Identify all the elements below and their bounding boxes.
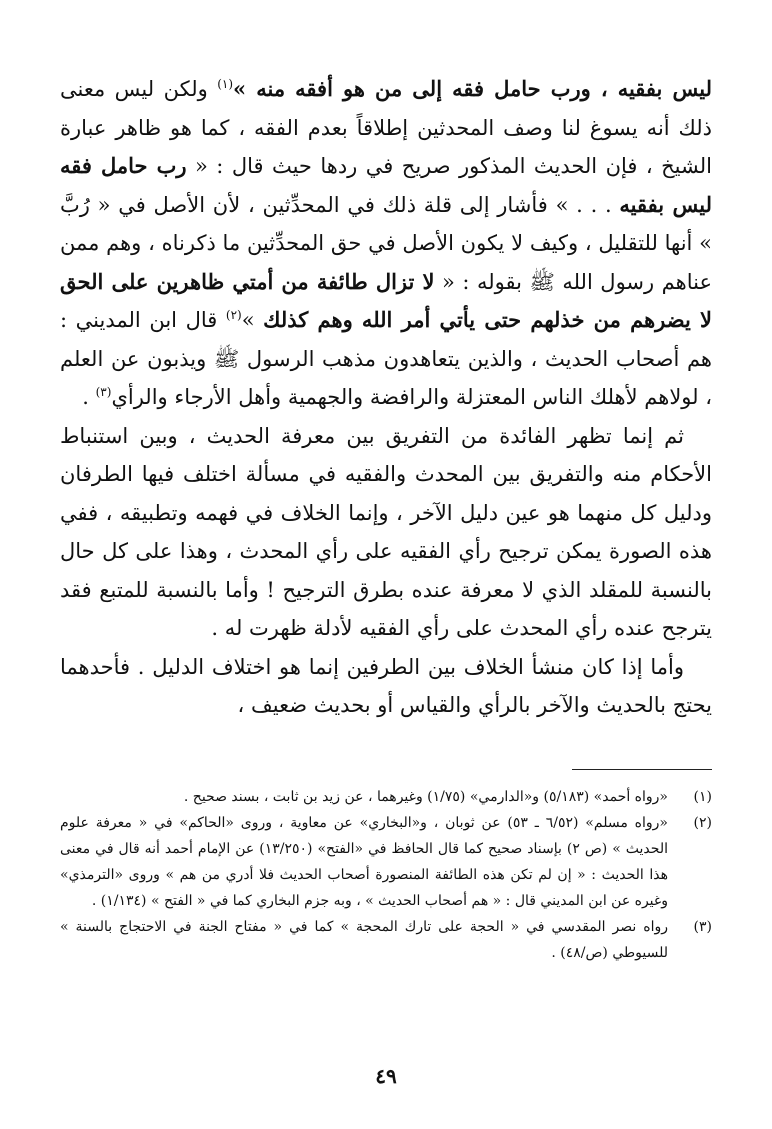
footnote-number: (٣) xyxy=(693,918,712,935)
quoted-hadith-text: ليس بفقيه ، ورب حامل فقه إلى من هو أفقه منه » xyxy=(233,76,712,101)
text-segment: » xyxy=(241,308,264,332)
paragraph xyxy=(60,648,712,725)
footnote-reference: (٣) xyxy=(95,385,112,399)
page-content xyxy=(60,70,712,966)
paragraph xyxy=(60,417,712,648)
footnote-number: (١) xyxy=(693,788,712,805)
footnote-text: «رواه أحمد» (٥/١٨٣) و«الدارمي» (١/٧٥) وغيرهما ، عن زيد بن ثابت ، بسند صحيح . xyxy=(183,788,668,805)
footnote xyxy=(60,914,712,966)
footnote xyxy=(60,810,712,914)
footnote-text: رواه نصر المقدسي في « الحجة على تارك المحجة » كما في « مفتاح الجنة في الاحتجاج بالسنة » للسيوطي (ص/٤٨) . xyxy=(60,918,668,961)
text-segment: قال ابن المديني : هم أصحاب الحديث ، والذين يتعاهدون مذهب الرسول ﷺ ويذبون عن العلم ، لولاهم لأهلك الناس المعتزلة والرافضة والجهمية وأهل الأرجاء والرأي xyxy=(60,308,712,409)
text-segment: ولكن ليس معنى ذلك أنه يسوغ لنا وصف المحدثين إطلاقاً بعدم الفقه ، كما هو ظاهر عبارة الشيخ ، فإن الحديث المذكور صريح في ردها حيث قال : « xyxy=(60,77,712,178)
text-segment: وأما إذا كان منشأ الخلاف بين الطرفين إنما هو اختلاف الدليل . فأحدهما يحتج بالحديث والآخر بالرأي والقياس أو بحديث ضعيف ، xyxy=(60,654,712,717)
text-segment: . . . » فأشار إلى قلة ذلك في المحدِّثين ، لأن الأصل في « رُبَّ » أنها للتقليل ، وكيف لا يكون الأصل في حق المحدِّثين ما ذكرناه ، وهم ممن عناهم رسول الله ﷺ بقوله : « xyxy=(60,192,712,294)
footnote-separator xyxy=(572,769,712,770)
footnote-number: (٢) xyxy=(693,814,712,831)
footnote-reference: (١) xyxy=(217,77,234,91)
text-segment: . xyxy=(82,385,96,409)
footnote-reference: (٢) xyxy=(225,308,242,322)
paragraph xyxy=(60,70,712,417)
quoted-hadith-text: لا تزال طائفة من أمتي ظاهرين على الحق لا يضرهم من خذلهم حتى يأتي أمر الله وهم كذلك xyxy=(60,268,713,332)
text-segment: ثم إنما تظهر الفائدة من التفريق بين معرفة الحديث ، وبين استنباط الأحكام منه والتفريق بين المحدث والفقيه في مسألة اختلف فيها الطرفان ودليل كل منهما هو عين دليل الآخر ، وإنما الخلاف في فهمه وتطبيقه ، ففي هذه الصورة يمكن ترجيح رأي الفقيه على رأي المحدث ، وهذا على كل حال بالنسبة للمقلد الذي لا معرفة عنده بطرق الترجيح ! وأما بالنسبة للمتبع فقد يترجح عنده رأي المحدث على رأي الفقيه لأدلة ظهرت له . xyxy=(60,423,712,640)
footnotes xyxy=(60,784,712,966)
footnote-text: «رواه مسلم» (٦/٥٢ ـ ٥٣) عن ثوبان ، و«البخاري» عن معاوية ، وروى «الحاكم» في « معرفة علوم الحديث » (ص ٢) بإسناد صحيح كما قال الحافظ في «الفتح» (١٣/٢٥٠) عن الإمام أحمد أنه قال في معنى هذا الحديث : « إن لم تكن هذه الطائفة المنصورة أصحاب الحديث فلا أدري من هم » وروى «الترمذي» وغيره عن ابن المديني قال : « هم أصحاب الحديث » ، وبه جزم البخاري كما في « الفتح » (١/١٣٤) . xyxy=(60,814,668,909)
footnote xyxy=(60,784,712,810)
main-text xyxy=(60,70,712,725)
page-number: ٤٩ xyxy=(375,1064,397,1088)
quoted-hadith-text: رب حامل فقه ليس بفقيه xyxy=(60,153,712,217)
